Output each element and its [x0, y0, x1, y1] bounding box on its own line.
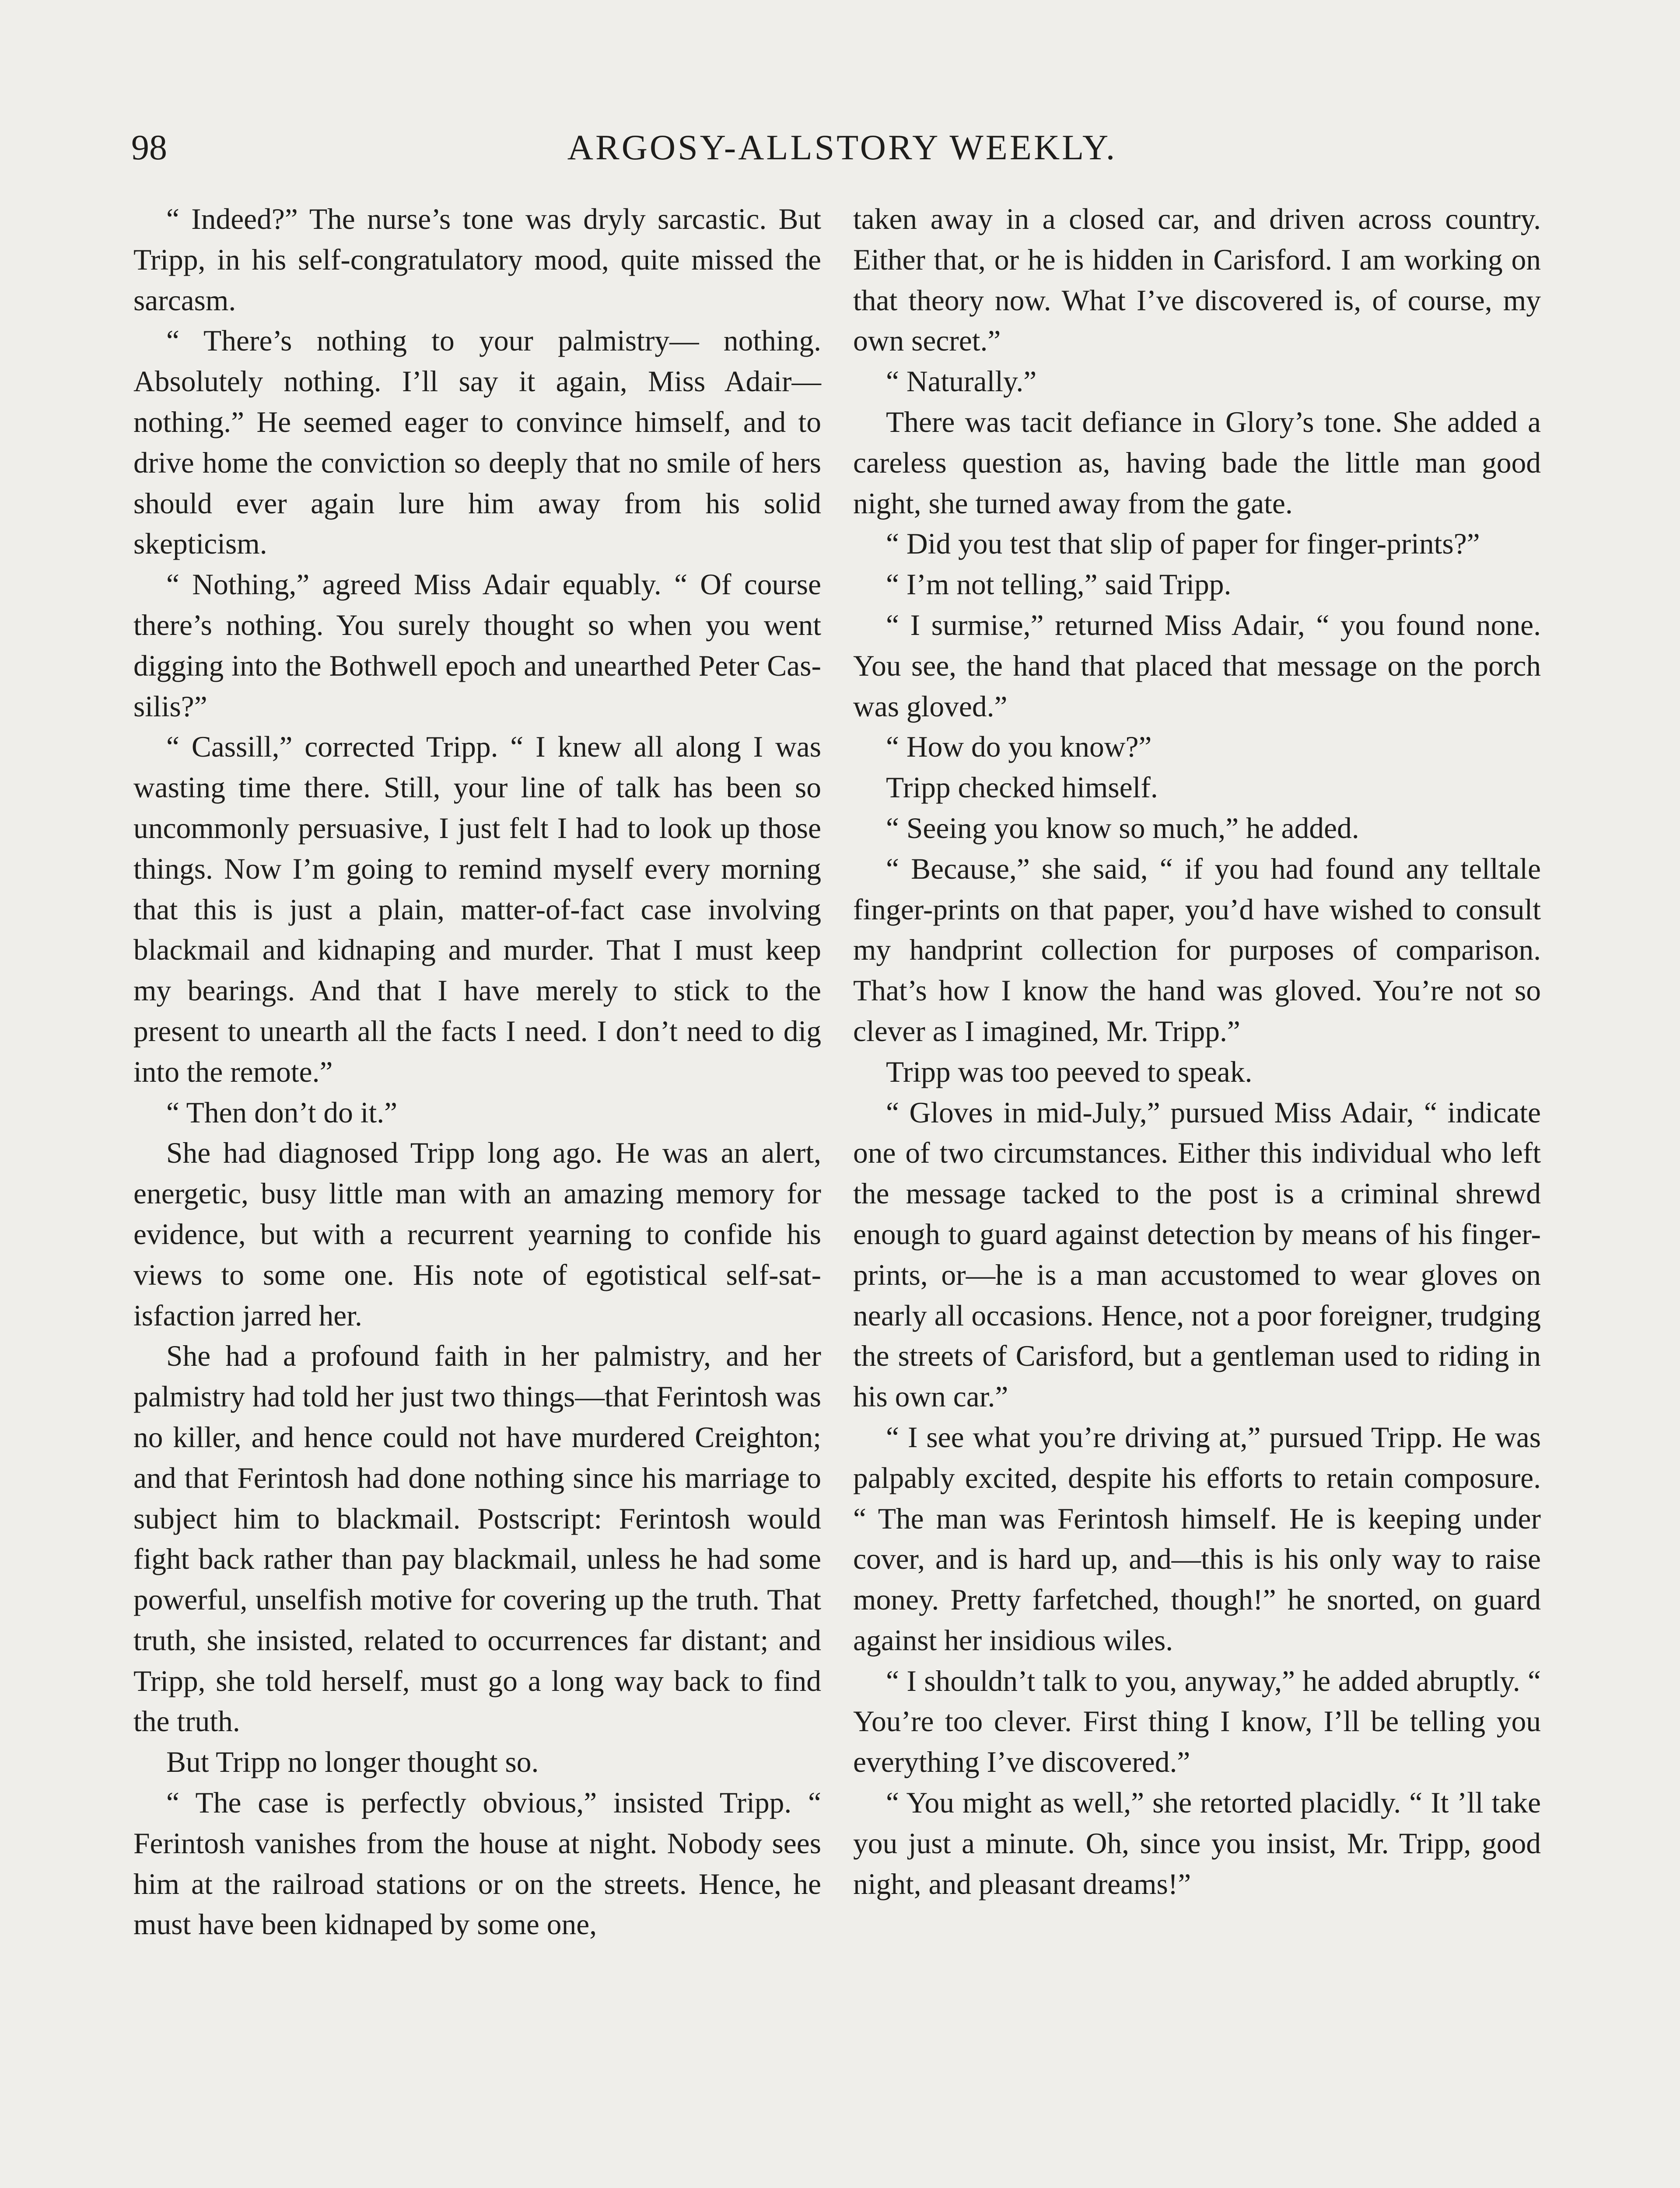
paragraph: “ Naturally.”	[886, 365, 1037, 398]
paragraph: “ Seeing you know so much,” he added.	[886, 811, 1359, 845]
paragraph: “ The case is perfectly obvious,” insisted Tripp. “ Ferintosh vanishes from the house at night. Nobody sees him at the railroad stations or on the streets. Hence, he must have been kidnaped by some one,	[133, 1786, 821, 1941]
paragraph: “ There’s nothing to your palmistry— nothing. Absolutely nothing. I’ll say it again, Miss Adair—nothing.” He seemed eager to convince himself, and to drive home the conviction so deeply that no smile of hers should ever again lure him away from his solid skepticism.	[133, 324, 821, 561]
running-title: ARGOSY-ALLSTORY WEEKLY.	[567, 127, 1117, 167]
paragraph: “ How do you know?”	[886, 730, 1152, 764]
left-text-column	[133, 199, 821, 1945]
paragraph: “ I shouldn’t talk to you, anyway,” he added abruptly. “ You’re too clever. First thing I know, I’ll be telling you everything I’ve discovered.”	[853, 1664, 1541, 1779]
paragraph: But Tripp no longer thought so.	[166, 1746, 539, 1779]
paragraph: “ Then don’t do it.”	[166, 1096, 398, 1129]
page-number: 98	[131, 127, 167, 167]
paragraph: “ Did you test that slip of paper for finger-prints?”	[886, 527, 1480, 561]
paragraph: Tripp was too peeved to speak.	[886, 1055, 1253, 1088]
paragraph: “ Because,” she said, “ if you had found any telltale finger-prints on that paper, you’d have wished to consult my handprint collection for purposes of comparison. That’s how I know the hand was gloved. You’re not so clever as I imagined, Mr. Tripp.”	[853, 852, 1541, 1048]
right-text-column	[853, 199, 1541, 1904]
paragraph: “ Indeed?” The nurse’s tone was dryly sarcastic. But Tripp, in his self-congratulatory mood, quite missed the sarcasm.	[133, 203, 821, 317]
paragraph: Tripp checked himself.	[886, 771, 1158, 804]
paragraph: “ Gloves in mid-July,” pursued Miss Adair, “ indicate one of two circumstances. Either this individual who left the message tacked to the post is a criminal shrewd enough to guard against detection by means of his finger-prints, or—he is a man accustomed to wear gloves on nearly all occasions. Hence, not a poor foreigner, trudging the streets of Carisford, but a gentleman used to riding in his own car.”	[853, 1096, 1541, 1413]
paragraph: She had a profound faith in her palmistry, and her palmistry had told her just two things—that Ferintosh was no killer, and hence could not have murdered Creighton; and that Ferintosh had done nothing since his marriage to subject him to blackmail. Postscript: Ferintosh would fight back rather than pay blackmail, unless he had some powerful, unselfish motive for covering up the truth. That truth, she insisted, related to occurrences far distant; and Tripp, she told herself, must go a long way back to find the truth.	[133, 1339, 821, 1738]
paragraph: “ I see what you’re driving at,” pursued Tripp. He was palpably excited, despite his efforts to retain composure. “ The man was Ferintosh himself. He is keeping under cover, and is hard up, and—this is his only way to raise money. Pretty farfetched, though!” he snorted, on guard against her insidious wiles.	[853, 1420, 1541, 1657]
page-header	[131, 127, 1553, 179]
paragraph: “ I’m not telling,” said Tripp.	[886, 568, 1232, 601]
paragraph: taken away in a closed car, and driven across country. Either that, or he is hidden in Carisford. I am working on that theory now. What I’ve discovered is, of course, my own secret.”	[853, 203, 1541, 358]
paragraph: “ You might as well,” she retorted placidly. “ It ’ll take you just a minute. Oh, since you insist, Mr. Tripp, good night, and pleasant dreams!”	[853, 1786, 1541, 1900]
paragraph: She had diagnosed Tripp long ago. He was an alert, energetic, busy little man with an amazing memory for evidence, but with a recurrent yearning to confide his views to some one. His note of egotistical self-satisfaction jarred her.	[133, 1136, 821, 1332]
paragraph: “ I surmise,” returned Miss Adair, “ you found none. You see, the hand that placed that message on the porch was gloved.”	[853, 608, 1541, 723]
paragraph: “ Cassill,” corrected Tripp. “ I knew all along I was wasting time there. Still, your line of talk has been so uncommonly persuasive, I just felt I had to look up those things. Now I’m going to remind myself every morning that this is just a plain, matter-of-fact case involving blackmail and kidnaping and murder. That I must keep my bearings. And that I have merely to stick to the present to unearth all the facts I need. I don’t need to dig into the remote.”	[133, 730, 821, 1088]
paragraph: There was tacit defiance in Glory’s tone. She added a careless question as, having bade the little man good night, she turned away from the gate.	[853, 405, 1541, 520]
paragraph: “ Nothing,” agreed Miss Adair equably. “ Of course there’s nothing. You surely thought so when you went digging into the Bothwell epoch and unearthed Peter Cassilis?”	[133, 568, 821, 723]
